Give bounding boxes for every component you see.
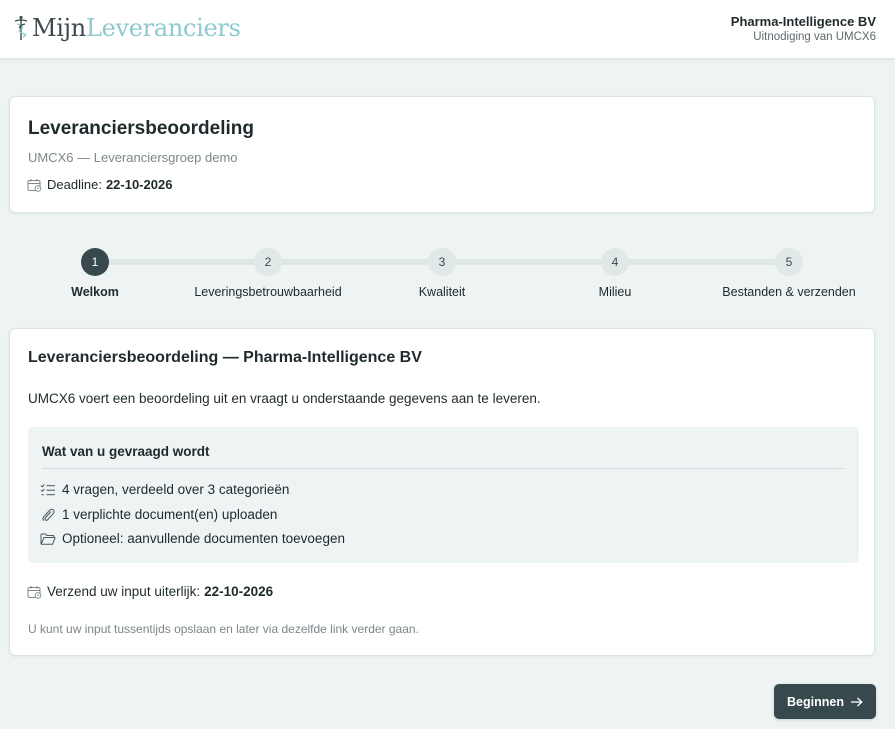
requirement-text: Optioneel: aanvullende documenten toevoegen: [62, 531, 345, 546]
submission-deadline-label: Verzend uw input uiterlijk:: [47, 584, 201, 599]
step-number: 2: [254, 248, 282, 276]
step-label: Welkom: [71, 285, 119, 299]
requirement-item: [40, 507, 277, 522]
logo-text: [32, 16, 241, 40]
step-label: Leveringsbetrouwbaarheid: [194, 285, 342, 299]
step-number: 3: [428, 248, 456, 276]
company-info: [731, 14, 876, 45]
start-button-label: Beginnen: [787, 694, 844, 709]
step-label: Kwaliteit: [418, 285, 466, 299]
requirement-text: 1 verplichte document(en) uploaden: [62, 507, 278, 522]
step-welkom[interactable]: [5, 246, 185, 299]
start-button[interactable]: [774, 684, 876, 719]
step-number: 5: [775, 248, 803, 276]
requirement-item: [40, 531, 345, 546]
deadline-label: Deadline:: [47, 177, 102, 192]
top-bar: [0, 0, 895, 59]
page-subtitle: UMCX6 — Leveranciersgroep demo: [28, 150, 238, 165]
step-label: Bestanden & verzenden: [722, 285, 856, 299]
paperclip-icon: [40, 508, 56, 522]
step-kwaliteit[interactable]: [352, 246, 532, 299]
logo-text-mijn: Mijn: [32, 14, 86, 42]
step-bestanden-verzenden[interactable]: [699, 246, 879, 299]
invitation-text: Uitnodiging van UMCX6: [753, 31, 876, 43]
step-label: Milieu: [598, 285, 632, 299]
divider: [42, 468, 845, 469]
step-number: 1: [81, 248, 109, 276]
step-number: 4: [601, 248, 629, 276]
requirements-title: Wat van u gevraagd wordt: [42, 444, 210, 459]
deadline: [27, 177, 172, 192]
save-hint: U kunt uw input tussentijds opslaan en later via dezelfde link verder gaan.: [28, 622, 419, 636]
welcome-card: [9, 328, 875, 656]
deadline-value: 22-10-2026: [105, 177, 173, 192]
step-leveringsbetrouwbaarheid[interactable]: [178, 246, 358, 299]
logo-text-leveranciers: Leveranciers: [85, 14, 241, 42]
step-milieu[interactable]: [525, 246, 705, 299]
checklist-icon: [40, 483, 56, 497]
caduceus-icon: [12, 15, 30, 41]
arrow-right-icon: [850, 697, 863, 707]
logo[interactable]: [12, 11, 241, 45]
page-title: Leveranciersbeoordeling: [28, 118, 254, 139]
progress-stepper: [0, 246, 895, 306]
calendar-icon: [27, 178, 42, 192]
intro-text: UMCX6 voert een beoordeling uit en vraagt u onderstaande gegevens aan te leveren.: [28, 391, 541, 406]
requirement-text: 4 vragen, verdeeld over 3 categorieën: [62, 482, 290, 497]
submission-deadline: [27, 584, 273, 599]
requirements-box: [28, 427, 859, 563]
summary-card: [9, 96, 875, 213]
requirement-item: [40, 482, 289, 497]
section-title: Leveranciersbeoordeling — Pharma-Intelligence BV: [28, 349, 422, 366]
submission-deadline-value: 22-10-2026: [204, 584, 274, 599]
company-name: Pharma-Intelligence BV: [730, 14, 876, 29]
folder-icon: [40, 532, 56, 546]
calendar-icon: [27, 585, 42, 599]
